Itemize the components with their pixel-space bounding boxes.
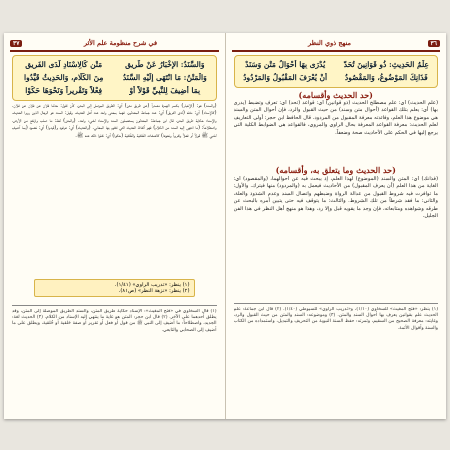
verse-hemistich: وَالسَّنَدُ: الإِخْبَارُ عَنْ طَرِيقِ (125, 60, 205, 69)
right-header-rule (232, 50, 441, 52)
right-verse-1 (239, 60, 434, 69)
verse-hemistich: مَتْنٍ كَالِاسْنَادِ لَدَى الفَرِيقِ (25, 60, 103, 69)
left-header-rule (10, 50, 219, 52)
left-body-text: (والسند) هو: (الإخبار) بكسر الهمزة مصدراً (عن طريق متن) أي: الطريق الموصل إلى المتن، كأن تقول: حدثنا فلان عن فلان عن فلان. (كالإسناد) أي: مثله (لدى الفريق) أي: عند جماعة المحدثين، فهما بمعنى واحد عند أهل الحديث، وقيل: السند هو الرجال الذين رووا الحديث، والإسناد حكاية طريق المتن، قال ابن جماعة: المحدثون يستعملون السند والإسناد لشيء واحد. (والمتن) لغة: ما صلب وارتفع من الأرض، واصطلاحاً: (ما انتهى إليه السند من الكلام) فهو ألفاظ الحديث التي تتقوم بها المعاني. (والحديث) أي: عرفوه و(قيدوا) أي: خصوه (بما أضيف للنبي ﷺ قولاً أو فعلاً وتقريراً ونحوها) كالصفات الخَلقية والخُلقية (حكوا) أي: نقلوا ذلك عنه ﷺ. (12, 103, 217, 139)
right-body-text-1: (علم الحديث) أي: علم مصطلح الحديث (ذو قوانين) أي: قواعد (تحد) أي: تعرف وتضبط (يدرى بها) أي: يعلم بتلك القواعد (أحوال متن وسند) من حيث القبول والرد، فإن أحوال المتن والسند هي موضوع هذا العلم، وفائدته معرفة المقبول من المردود. قال الحافظ ابن حجر: أولى التعاريف لعلم الحديث: معرفة القواعد المعرفة بحال الراوي والمروي، فالقواعد هي الضوابط الكلية التي يرجع إليها في الحكم على الأحاديث صحة وضعفاً. (233, 100, 438, 136)
verse-hemistich: فَذَانِكَ المَوْضُوعُ، وَالمَقْصُودُ (344, 73, 428, 82)
left-verse-1 (17, 60, 212, 69)
left-footnote-rule (12, 305, 217, 306)
right-page (226, 33, 447, 419)
book-spread (4, 33, 446, 419)
reference-line: (٢) ينظر: «نزهة النظر» (ص٨١). (118, 288, 190, 294)
left-page (4, 33, 226, 419)
left-page-number: ٣٧ (10, 40, 22, 47)
verse-hemistich: بِمَا أُضِيفَ لِلنَّبِيِّ قَوْلاً أَوْ (129, 86, 201, 95)
verse-hemistich: مِنَ الكَلَامِ، وَالحَدِيثُ قَيَّدُوا (24, 73, 104, 82)
right-footnote-rule (234, 303, 439, 304)
left-verse-3 (17, 86, 212, 95)
verse-hemistich: فِعْلاً وَتَقْرِيراً وَنَحْوَهَا حَكَوْا (25, 86, 103, 95)
right-page-header (232, 37, 441, 49)
left-footnotes: (١) قال السخاوي في «فتح المغيث»: الإسناد حكاية طريق المتن، والسند الطريق الموصلة إلى المتن، وقد يطلق أحدهما على الآخر. (٢) قال ابن حجر: المتن هو غاية ما ينتهي إليه الإسناد من الكلام. (٣) الحديث لغة: الجديد، واصطلاحاً: ما أضيف إلى النبي ﷺ من قول أو فعل أو تقرير أو صفة خَلقية أو خُلقية، ويطلق على ما أضيف إلى الصحابي والتابعي. (12, 309, 217, 333)
right-verse-2 (239, 73, 434, 82)
verse-hemistich: يُدْرَى بِهَا أَحْوَالُ مَتْنٍ وَسَنَدْ (245, 60, 326, 69)
left-verse-2 (17, 73, 212, 82)
reference-line: (١) ينظر: «تدريب الراوي» (١/٤١). (114, 282, 190, 288)
right-section-title: (حد الحديث وما يتعلق به، وأقسامه) (275, 165, 396, 175)
right-verse-box (234, 55, 439, 88)
right-footnotes: (١) ينظر: «فتح المغيث» للسخاوي (١/١٠)، و«تدريب الراوي» للسيوطي (١/٤٠). (٢) قال ابن جماعة: علم الحديث علم بقوانين يعرف بها أحوال السند والمتن. (٣) وموضوعه: السند والمتن من حيث القبول والرد، وغايته: معرفة الصحيح من السقيم، وثمرته: حفظ السنة النبوية من التحريف والتبديل، واستمداده من الكتاب والسنة وأقوال الأئمة. (233, 307, 438, 331)
left-page-header-title: في شرح منظومة علم الأثر (83, 39, 158, 47)
left-reference-box (34, 279, 195, 297)
right-body-text-2: (فذانك) أي: المتن والسند (الموضوع) لهذا العلم، إذ يبحث فيه عن أحوالهما، (والمقصود) أي: الغاية من هذا العلم (أن يعرف المقبول) من الأحاديث فيعمل به (والمردود) منها فيترك. والأول: ما توافرت فيه شروط القبول من عدالة الرواة وضبطهم واتصال السند وعدم الشذوذ والعلة، والثاني: ما فقد شرطاً من تلك الشروط. والثالث: ما يتوقف فيه حتى يتبين أمره بالبحث عن طرقه وشواهده ومتابعاته، فإن وجد ما يقويه قبل وإلا رد، وهذا هو منهج أهل النظر في هذا الفن الجليل. (233, 176, 438, 220)
left-page-header (10, 37, 219, 49)
verse-hemistich: وَالْمَتْنُ: مَا انْتَهَى إِلَيْهِ السَّنَدُ (122, 73, 207, 82)
verse-hemistich: عِلْمُ الحَدِيثِ: ذُو قَوَانِينَ تُحَدّ (343, 60, 429, 69)
right-intro-heading: (حد الحديث وأقسامه) (298, 90, 373, 100)
right-page-number: ٣٦ (428, 40, 440, 47)
right-page-header-title: منهج ذوي النظر (308, 39, 351, 47)
left-verse-box (12, 55, 217, 101)
verse-hemistich: أَنْ يُعْرَفَ المَقْبُولُ وَالمَرْدُودُ (243, 73, 328, 82)
